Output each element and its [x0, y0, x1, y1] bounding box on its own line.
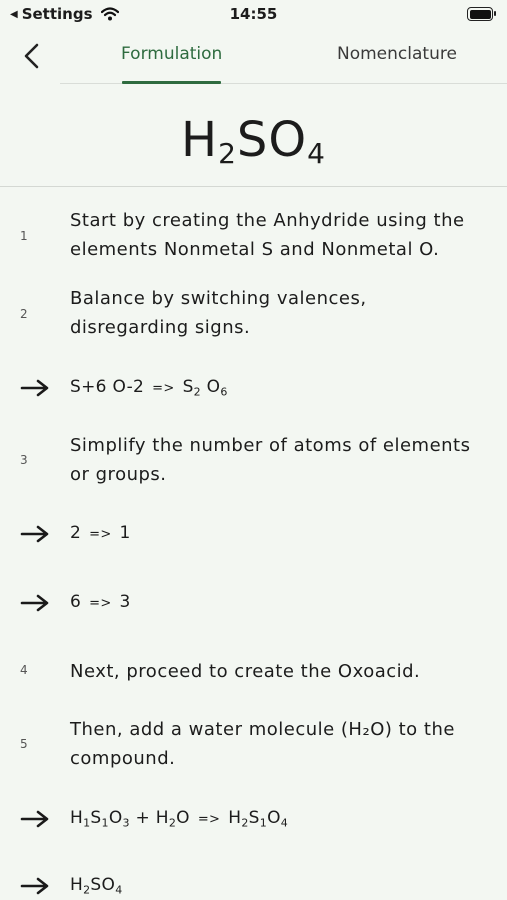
- step-text: Simplify the number of atoms of elements or groups.: [70, 435, 471, 485]
- arrow-right-icon: [20, 809, 50, 829]
- step-text: Next, proceed to create the Oxoacid.: [70, 661, 421, 682]
- result-text: $H_2SO_4$: [70, 875, 123, 897]
- nav-bar: [0, 30, 507, 84]
- step-number: 3: [20, 453, 28, 467]
- arrow-right-icon: [20, 876, 50, 896]
- step-number: 2: [20, 307, 28, 321]
- back-app-label: Settings: [21, 5, 93, 23]
- step-5: [0, 719, 507, 785]
- result-row: [0, 592, 507, 616]
- battery-icon: [467, 7, 493, 21]
- result-row: [0, 523, 507, 547]
- result-row: [0, 875, 507, 899]
- step-number: 4: [20, 663, 28, 677]
- step-number: 1: [20, 229, 28, 243]
- status-bar: [0, 0, 507, 30]
- result-text: 6 => 3: [70, 592, 131, 612]
- step-text: Start by creating the Anhydride using the elements Nonmetal S and Nonmetal O.: [70, 210, 465, 260]
- step-3: [0, 435, 507, 501]
- status-time: 14:55: [229, 5, 278, 23]
- step-1: [0, 210, 507, 277]
- step-4: [0, 658, 507, 688]
- arrow-right-icon: [20, 378, 50, 398]
- back-triangle-icon: ◀: [10, 8, 18, 20]
- result-text: 2 => 1: [70, 523, 131, 543]
- formula-title: $H_2SO_4$: [181, 112, 326, 170]
- result-text: S+6 $O-2 => S_2$ $O_6$: [70, 377, 228, 399]
- tab-nomenclature[interactable]: Nomenclature: [337, 44, 457, 64]
- result-text: $H_1S_1O_3 + H_2O => H_2S_1O_4$: [70, 808, 289, 830]
- arrow-right-icon: [20, 524, 50, 544]
- tab-active-indicator: [122, 81, 221, 84]
- result-row: [0, 808, 507, 832]
- step-text: Then, add a water molecule (H₂O) to the compound.: [70, 719, 455, 769]
- arrow-right-icon: [20, 593, 50, 613]
- result-row: [0, 377, 507, 401]
- tab-formulation[interactable]: Formulation: [121, 44, 223, 64]
- step-2: [0, 288, 507, 354]
- step-number: 5: [20, 737, 28, 751]
- back-chevron-icon[interactable]: [20, 42, 44, 70]
- formula-divider: [0, 186, 507, 187]
- step-text: Balance by switching valences, disregarding signs.: [70, 288, 367, 338]
